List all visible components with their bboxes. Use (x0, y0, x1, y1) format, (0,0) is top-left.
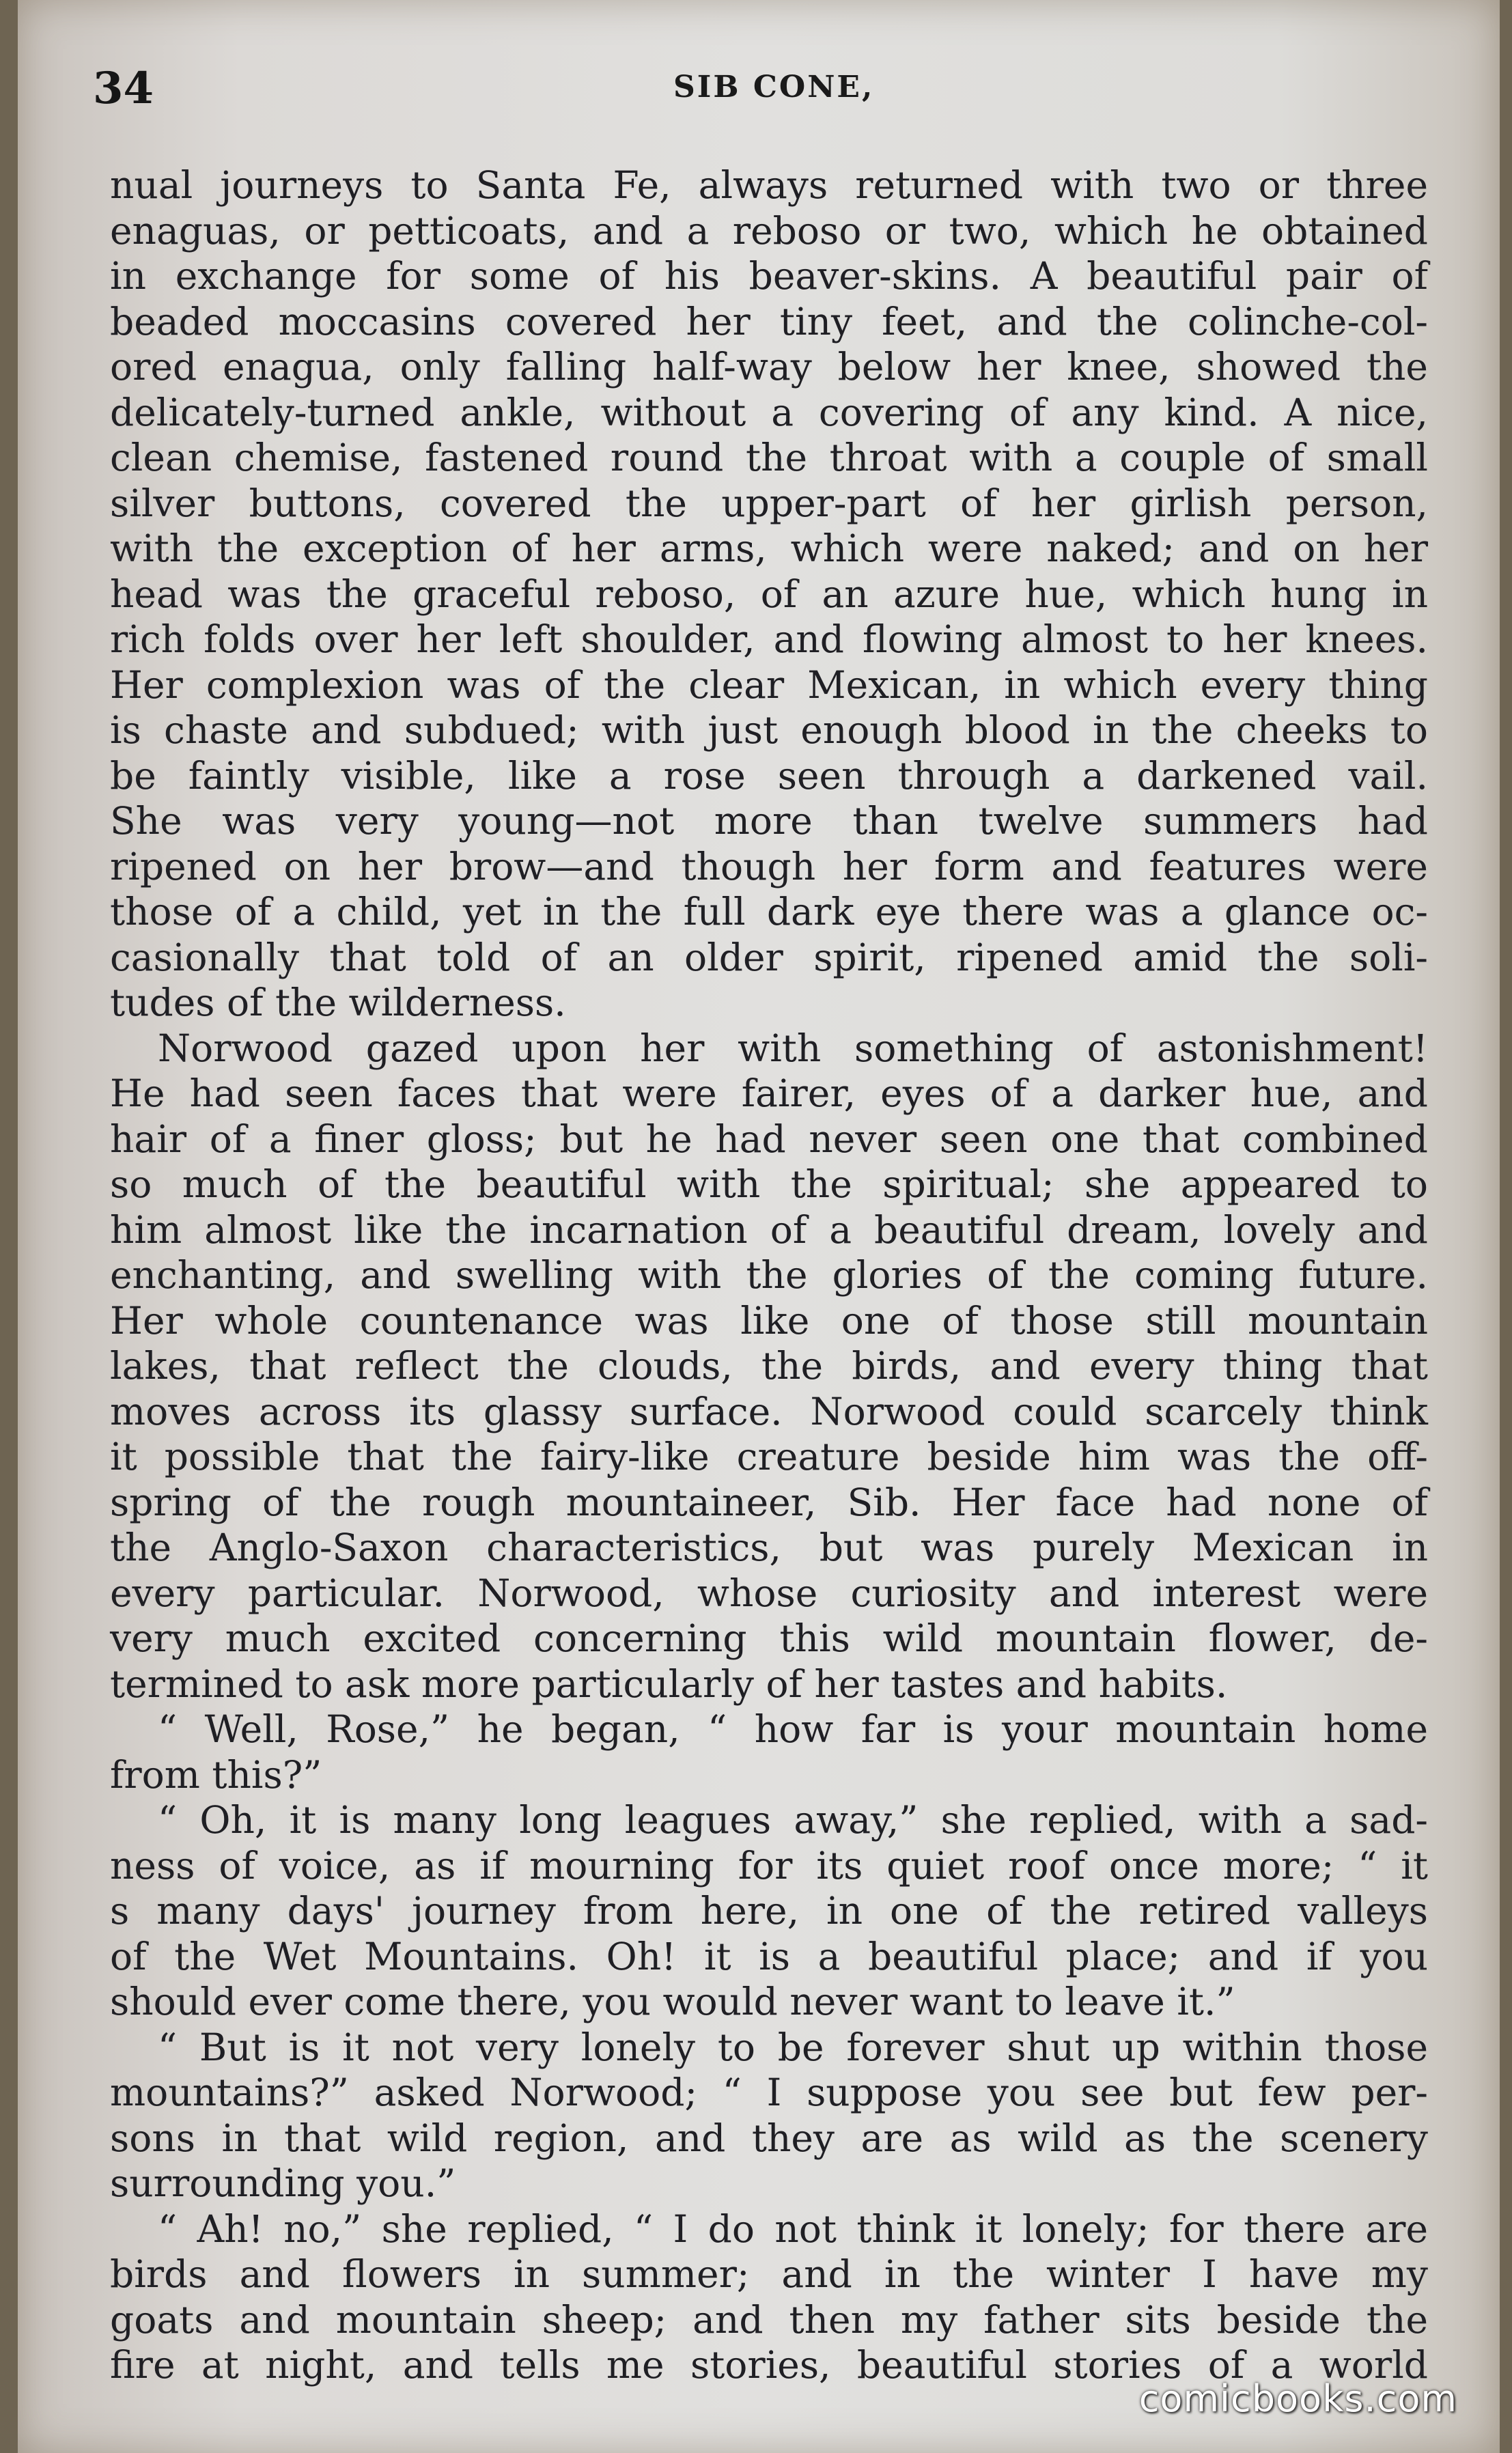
text-line: s many days' journey from here, in one of the retired valleys (110, 1889, 1428, 1933)
text-line: be faintly visible, like a rose seen through a darkened vail. (110, 753, 1428, 798)
text-line: lakes, that reflect the clouds, the birds, and every thing that (110, 1344, 1428, 1388)
text-line: delicately-turned ankle, without a covering of any kind. A nice, (110, 390, 1428, 434)
text-line: “ Ah! no,” she replied, “ I do not think it lonely; for there are (158, 2206, 1428, 2251)
text-line: of the Wet Mountains. Oh! it is a beautiful place; and if you (110, 1934, 1428, 1978)
text-line: those of a child, yet in the full dark eye there was a glance oc- (110, 890, 1428, 934)
text-line: in exchange for some of his beaver-skins. A beautiful pair of (110, 254, 1428, 298)
text-line: it possible that the fairy-like creature beside him was the off- (110, 1435, 1428, 1478)
text-line: moves across its glassy surface. Norwood could scarcely think (110, 1389, 1428, 1433)
text-line: the Anglo-Saxon characteristics, but was purely Mexican in (110, 1526, 1428, 1569)
text-line: should ever come there, you would never want to leave it.” (110, 1980, 1235, 2023)
text-line: hair of a finer gloss; but he had never seen one that combined (110, 1117, 1428, 1161)
text-line: ripened on her brow—and though her form and features were (110, 844, 1428, 888)
text-line: beaded moccasins covered her tiny feet, and the colinche-col- (110, 299, 1428, 344)
text-line: rich folds over her left shoulder, and flowing almost to her knees. (110, 617, 1428, 661)
text-line: sons in that wild region, and they are as wild as the scenery (110, 2116, 1428, 2160)
text-line: Norwood gazed upon her with something of astonishment! (158, 1026, 1428, 1070)
text-line: mountains?” asked Norwood; “ I suppose you see but few per- (110, 2071, 1428, 2114)
text-line: “ Oh, it is many long leagues away,” she replied, with a sad- (158, 1798, 1428, 1842)
text-line: tudes of the wilderness. (110, 981, 566, 1024)
text-line: silver buttons, covered the upper-part of her girlish person, (110, 481, 1428, 525)
text-line: with the exception of her arms, which were naked; and on her (110, 527, 1428, 570)
text-line: very much excited concerning this wild mountain flower, de- (110, 1616, 1428, 1660)
text-line: termined to ask more particularly of her tastes and habits. (110, 1662, 1228, 1706)
text-line: birds and flowers in summer; and in the winter I have my (110, 2252, 1428, 2296)
text-line: enchanting, and swelling with the glories of the coming future. (110, 1253, 1428, 1297)
text-line: surrounding you.” (110, 2161, 456, 2205)
text-line: “ But is it not very lonely to be forever shut up within those (158, 2025, 1428, 2069)
text-line: spring of the rough mountaineer, Sib. Her face had none of (110, 1480, 1428, 1524)
text-line: fire at night, and tells me stories, beautiful stories of a world (110, 2343, 1428, 2387)
text-line: head was the graceful reboso, of an azure hue, which hung in (110, 572, 1428, 616)
text-line: him almost like the incarnation of a beautiful dream, lovely and (110, 1207, 1428, 1252)
watermark: comicbooks.com (1138, 2377, 1457, 2420)
text-line: “ Well, Rose,” he began, “ how far is your mountain home (158, 1707, 1428, 1751)
text-line: goats and mountain sheep; and then my father sits beside the (110, 2297, 1428, 2342)
text-line: casionally that told of an older spirit, ripened amid the soli- (110, 935, 1428, 979)
text-line: ness of voice, as if mourning for its quiet roof once more; “ it (110, 1843, 1428, 1888)
text-line: enaguas, or petticoats, and a reboso or two, which he obtained (110, 208, 1428, 253)
text-line: every particular. Norwood, whose curiosity and interest were (110, 1571, 1428, 1615)
text-line: ored enagua, only falling half-way below her knee, showed the (110, 345, 1428, 389)
text-line: Her complexion was of the clear Mexican, in which every thing (110, 662, 1428, 707)
text-line: from this?” (110, 1752, 322, 1797)
running-head: SIB CONE, (673, 70, 875, 104)
text-line: is chaste and subdued; with just enough blood in the cheeks to (110, 708, 1428, 752)
body-text (110, 163, 1428, 2388)
text-line: clean chemise, fastened round the throat with a couple of small (110, 436, 1428, 479)
text-line: Her whole countenance was like one of those still mountain (110, 1298, 1428, 1343)
text-line: so much of the beautiful with the spiritual; she appeared to (110, 1162, 1428, 1206)
page-number: 34 (93, 63, 154, 114)
book-page (18, 0, 1500, 2453)
text-line: nual journeys to Santa Fe, always returned with two or three (110, 163, 1428, 207)
text-line: He had seen faces that were fairer, eyes of a darker hue, and (110, 1071, 1428, 1115)
page-header (18, 63, 1500, 124)
text-line: She was very young—not more than twelve summers had (110, 799, 1428, 843)
